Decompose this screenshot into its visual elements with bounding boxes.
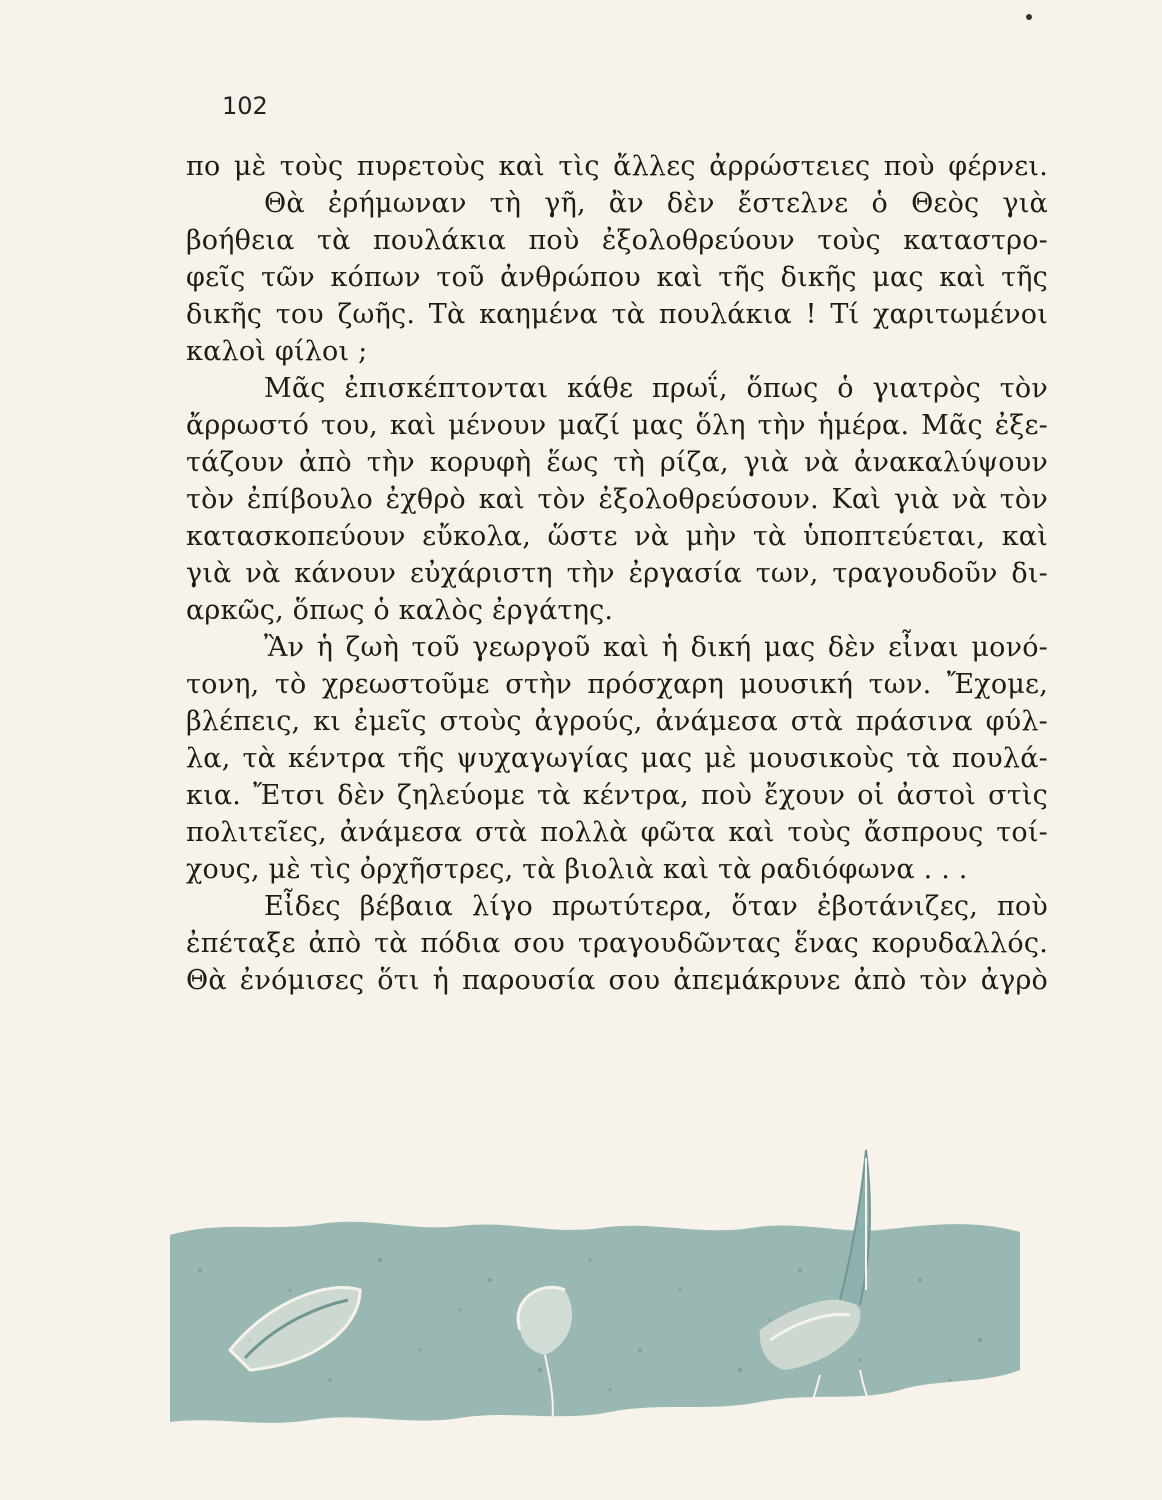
text-line: Ἂν ἡ ζωὴ τοῦ γεωργοῦ καὶ ἡ δική μας δὲν εἶναι μονό- xyxy=(264,632,1048,663)
text-line: τάζουν ἀπὸ τὴν κορυφὴ ἕως τὴ ρίζα, γιὰ νὰ ἀνακαλύψουν xyxy=(186,447,1048,478)
text-line: ἄρρωστό του, καὶ μένουν μαζί μας ὅλη τὴν ἡμέρα. Μᾶς ἐξε- xyxy=(186,410,1048,441)
text-line: κατασκοπεύουν εὔκολα, ὥστε νὰ μὴν τὰ ὑποπτεύεται, καὶ xyxy=(186,521,1048,552)
ink-dot xyxy=(1026,14,1032,20)
text-line: Θὰ ἐρήμωναν τὴ γῆ, ἂν δὲν ἔστελνε ὁ Θεὸς γιὰ xyxy=(264,188,1048,219)
body-text xyxy=(186,148,1048,999)
text-line: κια. Ἔτσι δὲν ζηλεύομε τὰ κέντρα, ποὺ ἔχουν οἱ ἀστοὶ στὶς xyxy=(186,780,1048,811)
text-line: Μᾶς ἐπισκέπτονται κάθε πρωΐ, ὅπως ὁ γιατρὸς τὸν xyxy=(264,373,1048,404)
text-line: τὸν ἐπίβουλο ἐχθρὸ καὶ τὸν ἐξολοθρεύσουν. Καὶ γιὰ νὰ τὸν xyxy=(186,484,1048,515)
text-line: φεῖς τῶν κόπων τοῦ ἀνθρώπου καὶ τῆς δικῆς μας καὶ τῆς xyxy=(186,262,1048,293)
text-line: πολιτεῖες, ἀνάμεσα στὰ πολλὰ φῶτα καὶ τοὺς ἄσπρους τοί- xyxy=(186,817,1048,848)
text-line: καλοὶ φίλοι ; xyxy=(186,336,368,367)
text-line: Εἶδες βέβαια λίγο πρωτύτερα, ὅταν ἐβοτάνιζες, ποὺ xyxy=(264,891,1048,922)
text-line: βοήθεια τὰ πουλάκια ποὺ ἐξολοθρεύουν τοὺς καταστρο- xyxy=(186,225,1048,256)
text-line: ἐπέταξε ἀπὸ τὰ πόδια σου τραγουδῶντας ἕνας κορυδαλλός. xyxy=(186,928,1048,959)
text-line: Θὰ ἐνόμισες ὅτι ἡ παρουσία σου ἀπεμάκρυνε ἀπὸ τὸν ἀγρὸ xyxy=(186,965,1048,996)
page-number: 102 xyxy=(222,92,268,120)
text-line: δικῆς του ζωῆς. Τὰ καημένα τὰ πουλάκια ! Τί χαριτωμένοι xyxy=(186,299,1048,330)
text-line: βλέπεις, κι ἐμεῖς στοὺς ἀγρούς, ἀνάμεσα στὰ πράσινα φύλ- xyxy=(186,706,1048,737)
text-line: τονη, τὸ χρεωστοῦμε στὴν πρόσχαρη μουσική των. Ἔχομε, xyxy=(186,669,1048,700)
text-line: αρκῶς, ὅπως ὁ καλὸς ἐργάτης. xyxy=(186,595,614,626)
text-line: γιὰ νὰ κάνουν εὐχάριστη τὴν ἐργασία των, τραγουδοῦν δι- xyxy=(186,558,1048,589)
soil-seedlings-illustration xyxy=(160,1140,1030,1440)
text-line: χους, μὲ τὶς ὀρχῆστρες, τὰ βιολιὰ καὶ τὰ ραδιόφωνα . . . xyxy=(186,854,968,885)
text-line: πο μὲ τοὺς πυρετοὺς καὶ τὶς ἄλλες ἀρρώστειες ποὺ φέρνει. xyxy=(186,151,1048,182)
text-line: λα, τὰ κέντρα τῆς ψυχαγωγίας μας μὲ μουσικοὺς τὰ πουλά- xyxy=(186,743,1048,774)
